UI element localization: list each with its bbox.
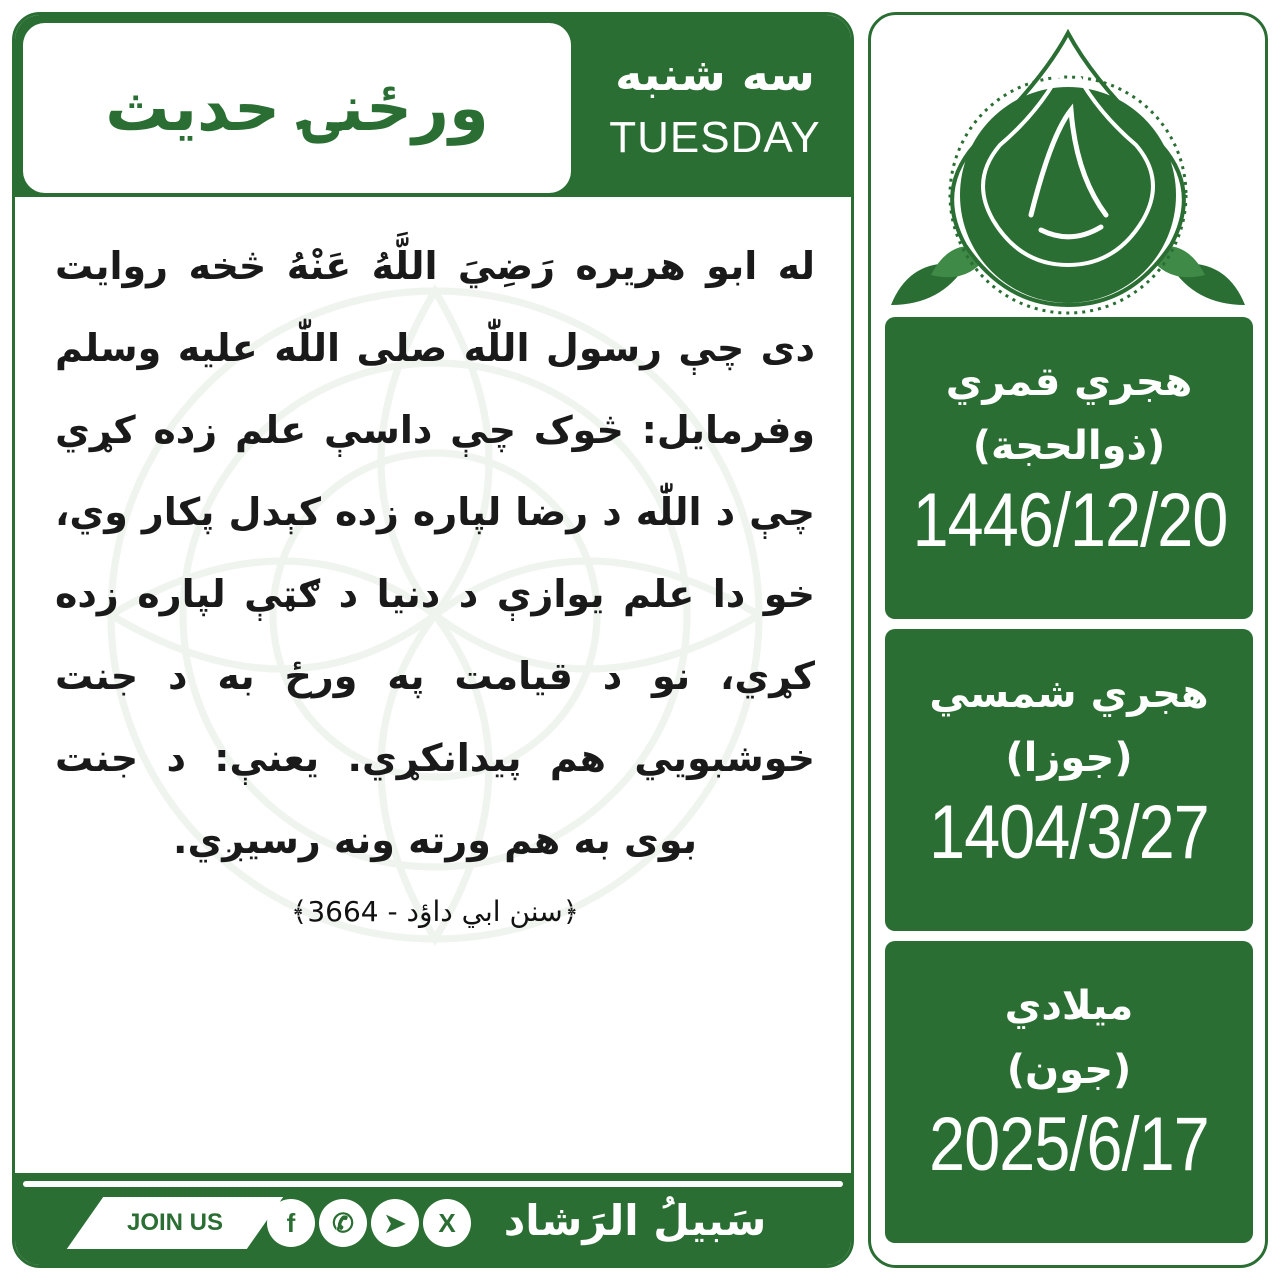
day-box [585, 33, 845, 183]
hijri-solar-card [885, 629, 1253, 931]
hijri-lunar-date: 1446/12/20 [912, 478, 1228, 563]
hijri-solar-date: 1404/3/27 [929, 790, 1209, 875]
dates-panel [868, 12, 1268, 1268]
gregorian-title: ميلادي [1004, 983, 1134, 1029]
hijri-lunar-card [885, 317, 1253, 619]
header-bar [15, 15, 851, 197]
telegram-icon[interactable]: ➤ [371, 1199, 419, 1247]
gregorian-date: 2025/6/17 [929, 1102, 1209, 1187]
hadith-text [55, 225, 815, 881]
hijri-lunar-title: هجري قمري [945, 359, 1193, 405]
join-us-banner[interactable] [67, 1197, 283, 1249]
footer-divider [23, 1181, 843, 1187]
gregorian-card [885, 941, 1253, 1243]
hijri-solar-title: هجري شمسي [929, 671, 1209, 717]
hijri-solar-month: (جوزا) [1005, 735, 1133, 781]
hijri-lunar-month: (ذوالحجة) [972, 423, 1166, 469]
x-icon[interactable]: X [423, 1199, 471, 1247]
hadith-body: له ابو هريره رَضِيَ اللَّهُ عَنْهُ څخه روايت دی چې رسول اللّٰه صلی اللّٰه علیه وسلم وفرمايل: څوک چې داسې علم زده کړي چې د اللّٰه د رضا لپاره زده کېدل پکار وي، خو دا علم يوازې د دنيا د ګټې لپاره زده کړي، نو د قيامت په ورځ به د جنت خوشبويي هم پيدانکړي. يعنې: د جنت بوی به هم ورته ونه رسيږي. [55, 244, 815, 862]
day-english: TUESDAY [609, 113, 821, 162]
brand-name: سَبيلُ الرَشاد [503, 1196, 767, 1245]
logo [871, 15, 1265, 325]
title-box [23, 23, 571, 193]
page-title: ورځنۍ حدیث [105, 71, 489, 146]
join-us-label: JOIN US [126, 1209, 224, 1236]
footer-bar [15, 1173, 851, 1265]
whatsapp-icon[interactable]: ✆ [319, 1199, 367, 1247]
hadith-source: ﴿سنن ابي داؤد - 3664﴾ [290, 895, 580, 928]
day-pashto: سه شنبه [615, 47, 815, 101]
gregorian-month: (جون) [1006, 1047, 1132, 1093]
facebook-icon[interactable]: f [267, 1199, 315, 1247]
hadith-panel [12, 12, 854, 1268]
